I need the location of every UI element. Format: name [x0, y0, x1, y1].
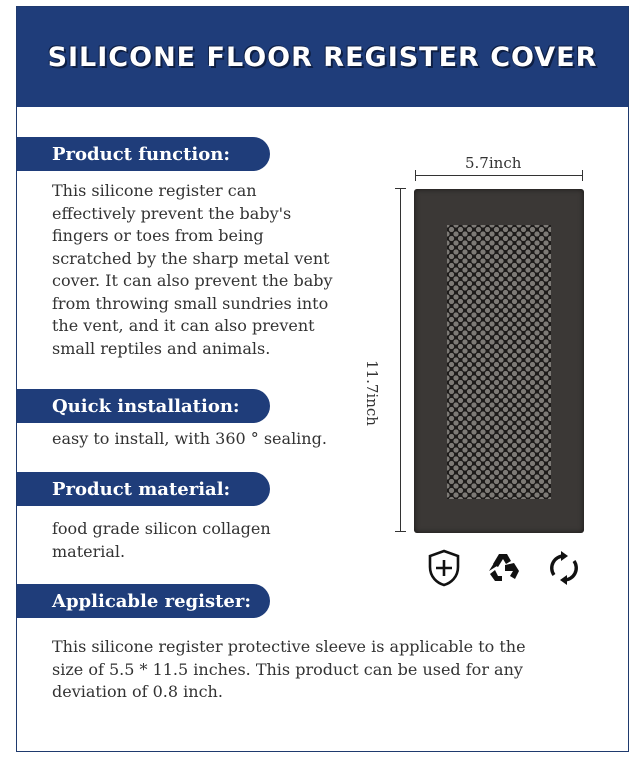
height-dimension-label: 11.7inch	[363, 360, 381, 426]
width-dimension-line	[415, 175, 583, 176]
title-banner	[17, 7, 628, 107]
section-heading-label: Product material:	[52, 478, 231, 500]
width-dimension-label: 5.7inch	[465, 154, 522, 172]
section-heading-product-function	[17, 137, 270, 171]
page-title: SILICONE FLOOR REGISTER COVER	[47, 41, 598, 73]
section-heading-label: Quick installation:	[52, 395, 240, 417]
section-heading-applicable-register	[17, 584, 270, 618]
applicable-register-text: This silicone register protective sleeve is applicable to the size of 5.5 * 11.5 inches. This product can be used for any deviation of 0.8 inch.	[52, 637, 526, 701]
product-function-text: This silicone register can effectively prevent the baby's fingers or toes from being scratched by the sharp metal vent cover. It can also prevent the baby from throwing small sundries into the vent, and it can also prevent small reptiles and animals.	[52, 181, 333, 358]
section-heading-quick-installation	[17, 389, 270, 423]
recycle-icon	[485, 548, 523, 588]
section-heading-label: Applicable register:	[52, 590, 251, 612]
refresh-icon	[545, 548, 583, 588]
register-grille	[447, 225, 551, 499]
height-dimension-line	[400, 188, 401, 532]
quick-installation-text: easy to install, with 360 ° sealing.	[52, 429, 327, 448]
section-heading-product-material	[17, 472, 270, 506]
section-heading-label: Product function:	[52, 143, 231, 165]
shield-plus-icon	[425, 548, 463, 588]
feature-icons	[425, 548, 583, 588]
product-material-text: food grade silicon collagen material.	[52, 519, 271, 561]
